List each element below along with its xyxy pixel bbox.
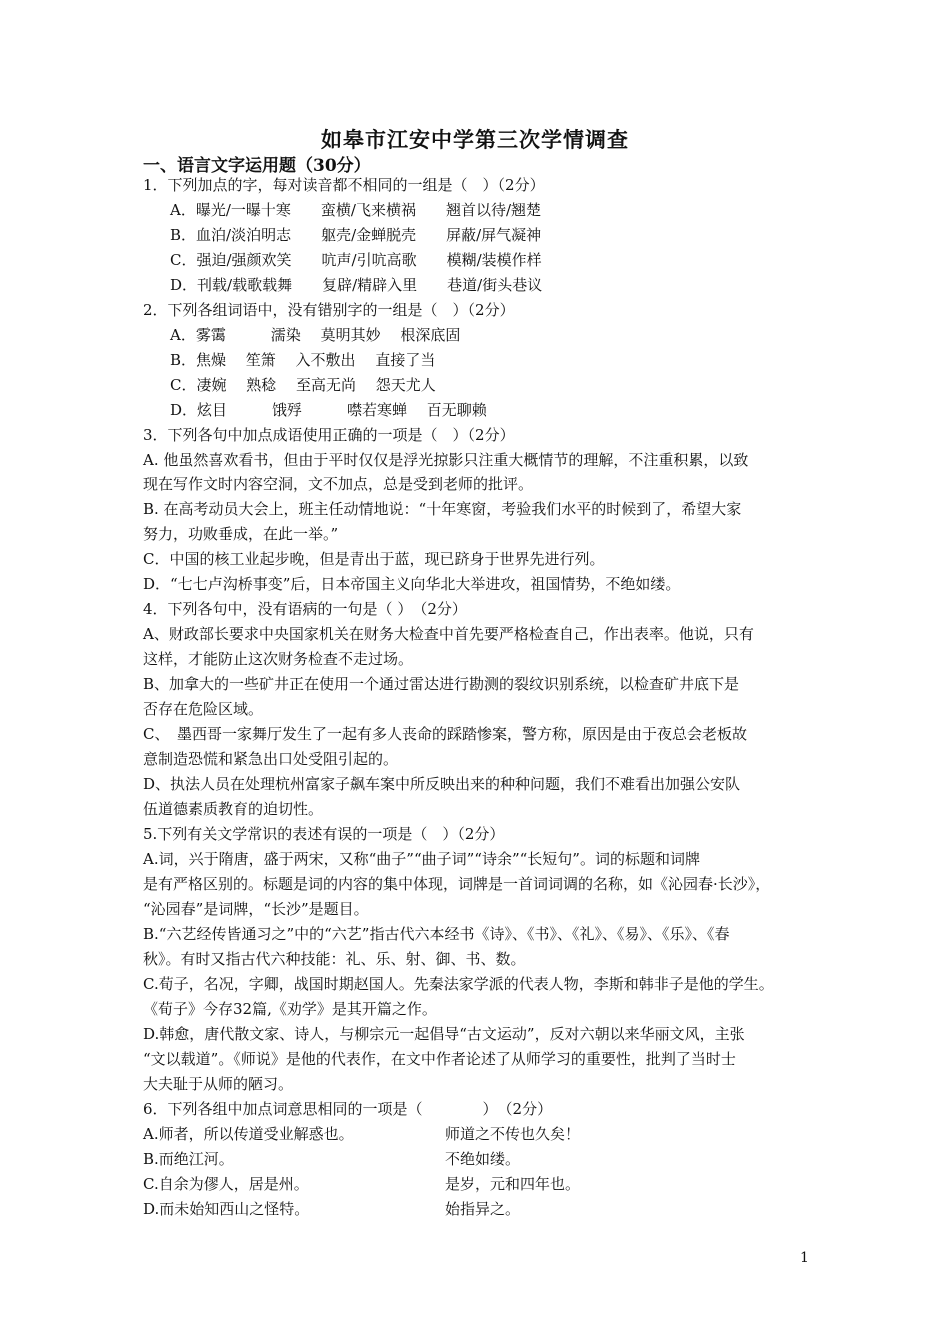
q2-option-b: B．焦燥 笙箫 入不敷出 直接了当 xyxy=(170,351,436,369)
q5-option-a-cont1: 是有严格区别的。标题是词的内容的集中体现，词牌是一首词词调的名称，如《沁园春·长沙》， xyxy=(143,875,771,893)
q6-option-d-left: D.而未始知西山之怪特。 xyxy=(143,1200,310,1218)
q5-option-b-cont: 秋》。有时又指古代六种技能：礼、乐、射、御、书、数。 xyxy=(143,950,526,968)
question-2-stem: 2．下列各组词语中，没有错别字的一组是（ ）（2分） xyxy=(143,301,515,319)
q3-option-b: B. 在高考动员大会上，班主任动情地说：“十年寒窗，考验我们水平的时候到了，希望大家 xyxy=(143,500,742,518)
q6-option-b-right: 不绝如缕。 xyxy=(445,1150,521,1168)
q3-option-a: A. 他虽然喜欢看书，但由于平时仅仅是浮光掠影只注重大概情节的理解，不注重积累，以致 xyxy=(143,451,749,469)
question-4-stem: 4．下列各句中，没有语病的一句是（ ） （2分） xyxy=(143,600,467,618)
q1-option-b: B．血泊/淡泊明志 躯壳/金蝉脱壳 屏蔽/屏气凝神 xyxy=(170,226,542,244)
q4-option-c-cont: 意制造恐慌和紧急出口处受阻引起的。 xyxy=(143,750,399,768)
q6-option-d-right: 始指异之。 xyxy=(445,1200,521,1218)
q3-option-d: D．“七七卢沟桥事变”后，日本帝国主义向华北大举进攻，祖国情势，不绝如缕。 xyxy=(143,575,681,593)
q5-option-c-cont: 《荀子》今存32篇,《劝学》是其开篇之作。 xyxy=(143,1000,437,1018)
q4-option-a: A、财政部长要求中央国家机关在财务大检查中首先要严格检查自己，作出表率。他说，只有 xyxy=(143,625,754,643)
q4-option-a-cont: 这样，才能防止这次财务检查不走过场。 xyxy=(143,650,414,668)
q6-option-a-left: A.师者，所以传道受业解惑也。 xyxy=(143,1125,354,1143)
q3-option-c: C．中国的核工业起步晚，但是青出于蓝，现已跻身于世界先进行列。 xyxy=(143,550,605,568)
q4-option-c: C、 墨西哥一家舞厅发生了一起有多人丧命的踩踏惨案，警方称，原因是由于夜总会老板故 xyxy=(143,725,747,743)
q1-option-a: A．曝光/一曝十寒 蛮横/飞来横祸 翘首以待/翘楚 xyxy=(170,201,541,219)
q6-option-c-left: C.自余为僇人，居是州。 xyxy=(143,1175,309,1193)
q4-option-d: D、执法人员在处理杭州富家子飙车案中所反映出来的种种问题，我们不难看出加强公安队 xyxy=(143,775,741,793)
q5-option-a: A.词，兴于隋唐，盛于两宋，又称“曲子”“曲子词”“诗余”“长短句”。词的标题和词牌 xyxy=(143,850,700,868)
q1-option-d: D．刊载/载歌载舞 复辟/精辟入里 巷道/街头巷议 xyxy=(170,276,543,294)
q5-option-b: B.“六艺经传皆通习之”中的“六艺”指古代六本经书《诗》、《书》、《礼》、《易》、《乐》、《春 xyxy=(143,925,730,943)
page-number: 1 xyxy=(800,1250,809,1266)
q5-option-d-cont1: “文以载道”。《师说》是他的代表作，在文中作者论述了从师学习的重要性，批判了当时士 xyxy=(143,1050,736,1068)
q6-option-c-right: 是岁，元和四年也。 xyxy=(445,1175,581,1193)
q5-option-d-cont2: 大夫耻于从师的陋习。 xyxy=(143,1075,294,1093)
question-1-stem: 1．下列加点的字，每对读音都不相同的一组是（ ）（2分） xyxy=(143,176,545,194)
q6-option-a-right: 师道之不传也久矣！ xyxy=(445,1125,581,1143)
question-6-stem: 6．下列各组中加点词意思相同的一项是（ ） （2分） xyxy=(143,1100,553,1118)
q4-option-b: B、加拿大的一些矿井正在使用一个通过雷达进行勘测的裂纹识别系统，以检查矿井底下是 xyxy=(143,675,740,693)
q4-option-b-cont: 否存在危险区域。 xyxy=(143,700,264,718)
q2-option-a: A．雾霭 濡染 莫明其妙 根深底固 xyxy=(170,326,461,344)
question-3-stem: 3．下列各句中加点成语使用正确的一项是（ ）（2分） xyxy=(143,426,515,444)
q3-option-a-cont: 现在写作文时内容空洞，文不加点，总是受到老师的批评。 xyxy=(143,475,534,493)
q2-option-d: D．炫目 饿殍 噤若寒蝉 百无聊赖 xyxy=(170,401,487,419)
section-heading: 一、语言文字运用题（30分） xyxy=(143,156,371,176)
q1-option-c: C．强迫/强颜欢笑 吭声/引吭高歌 模糊/装模作样 xyxy=(170,251,542,269)
page-title: 如皋市江安中学第三次学情调查 xyxy=(321,127,629,152)
q6-option-b-left: B.而绝江河。 xyxy=(143,1150,234,1168)
q5-option-d: D.韩愈，唐代散文家、诗人，与柳宗元一起倡导“古文运动”，反对六朝以来华丽文风，主张 xyxy=(143,1025,745,1043)
q2-option-c: C．凄婉 熟稔 至高无尚 怨天尤人 xyxy=(170,376,436,394)
q5-option-c: C.荀子，名况，字卿，战国时期赵国人。先秦法家学派的代表人物，李斯和韩非子是他的学生。 xyxy=(143,975,774,993)
q4-option-d-cont: 伍道德素质教育的迫切性。 xyxy=(143,800,324,818)
question-5-stem: 5.下列有关文学常识的表述有误的一项是（ ）（2分） xyxy=(143,825,505,843)
q3-option-b-cont: 努力，功败垂成，在此一举。” xyxy=(143,525,339,543)
q5-option-a-cont2: “沁园春”是词牌，“长沙”是题目。 xyxy=(143,900,369,918)
